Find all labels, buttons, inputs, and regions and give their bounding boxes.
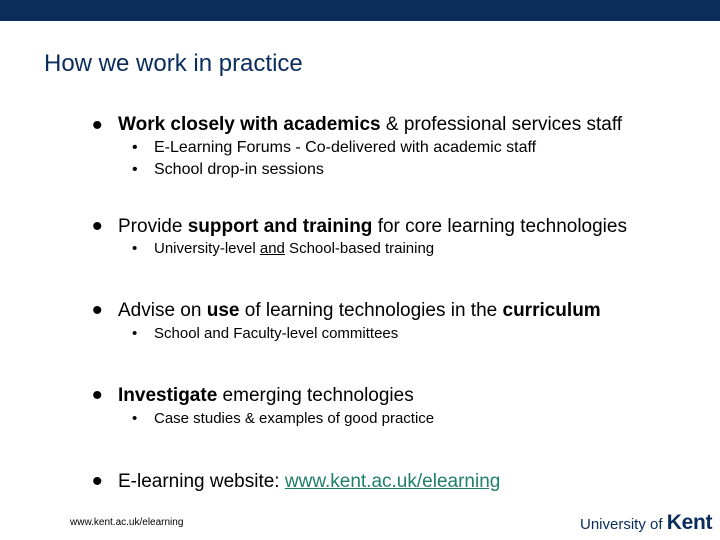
bullet-icon: • [92, 109, 103, 142]
elearning-website-link[interactable]: www.kent.ac.uk/elearning [284, 471, 501, 492]
bullet-icon: • [92, 294, 103, 327]
footer-url: www.kent.ac.uk/elearning [70, 517, 184, 528]
sub-item-training: • University-level and School-based training [132, 240, 435, 257]
bullet-icon: • [92, 465, 103, 498]
university-logo: University of Kent [580, 511, 713, 534]
bullet-icon: • [92, 379, 103, 412]
sub-item-forums: • E-Learning Forums - Co-delivered with academic staff [132, 139, 537, 156]
slide-title: How we work in practice [44, 50, 303, 77]
list-item-advise: Advise on use of learning technologies in the curriculum [118, 300, 601, 321]
top-banner [0, 0, 720, 21]
bullet-icon: • [92, 210, 103, 243]
sub-item-drop-in: • School drop-in sessions [132, 161, 324, 178]
sub-item-committees: • School and Faculty-level committees [132, 325, 399, 342]
list-item-support: Provide support and training for core learning technologies [118, 216, 627, 237]
list-item-investigate: Investigate emerging technologies [118, 385, 414, 406]
sub-item-case-studies: • Case studies & examples of good practice [132, 410, 435, 427]
list-item-website: E-learning website: www.kent.ac.uk/elearning [118, 471, 501, 492]
list-item-collaboration: Work closely with academics & professional services staff [118, 114, 623, 135]
